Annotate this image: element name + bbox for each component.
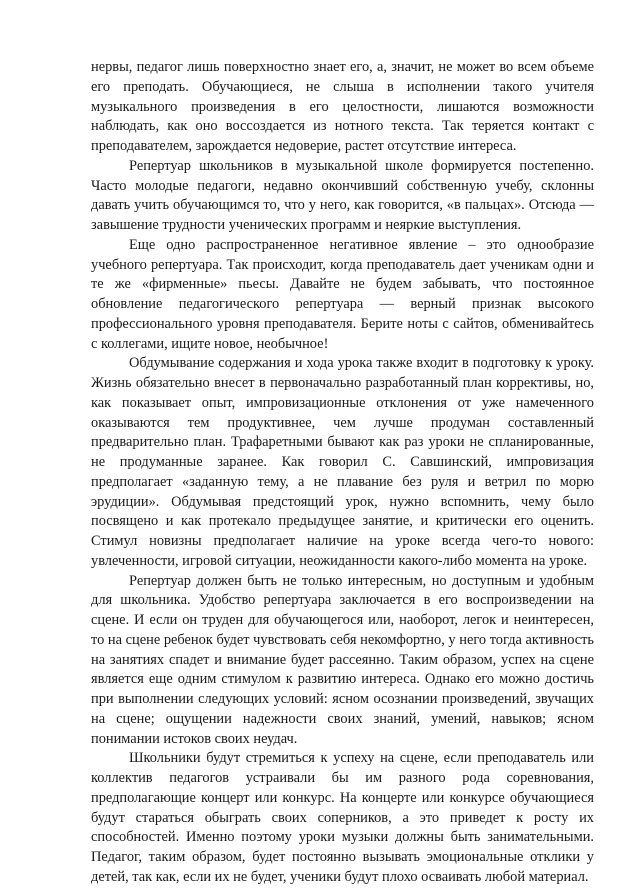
paragraph-1: нервы, педагог лишь поверхностно знает его, а, значит, не может во всем объеме его преподать. Обучающиеся, не слыша в исполнении такого учителя музыкального произведения в его целостности, лишаются возможности наблюдать, как оно воссоздается из нотного текста. Так теряется контакт с преподавателем, зарождается недоверие, растет отсутствие интереса. <box>91 59 594 154</box>
paragraph-4: Обдумывание содержания и хода урока также входит в подготовку к уроку. Жизнь обязательно внесет в первоначально разработанный план коррективы, но, как показывает опыт, импровизационные отклонения от уже намеченного оказываются тем продуктивнее, чем лучше продуман составленный предварительно план. Трафаретными бывают как раз уроки не спланированные, не продуманные заранее. Как говорил С. Савшинский, импровизация предполагает «заданную тему, а не плавание без руля и ветрил по морю эрудиции». Обдумывая предстоящий урок, нужно вспомнить, чему было посвящено и как протекало предыдущее занятие, и критически его оценить. Стимул новизны предполагает наличие на уроке всегда чего-то нового: увлеченности, игровой ситуации, неожиданности какого-либо момента на уроке. <box>91 355 594 569</box>
paragraph-3: Еще одно распространенное негативное явление – это однообразие учебного репертуара. Так происходит, когда преподаватель дает ученикам одни и те же «фирменные» пьесы. Давайте не будем забывать, что постоянное обновление педагогического репертуара — верный признак высокого профессионального уровня преподавателя. Берите ноты с сайтов, обменивайтесь с коллегами, ищите новое, необычное! <box>91 236 594 352</box>
body-text <box>91 58 594 888</box>
paragraph-2: Репертуар школьников в музыкальной школе формируется постепенно. Часто молодые педагоги, недавно окончивший собственную учебу, склонны давать учить обучающимся то, что у него, как говорится, «в пальцах». Отсюда — завышение трудности ученических программ и неяркие выступления. <box>91 157 594 233</box>
paragraph-5: Репертуар должен быть не только интересным, но доступным и удобным для школьника. Удобство репертуара заключается в его воспроизведении на сцене. И если он труден для обучающегося или, наоборот, легок и неинтересен, то на сцене ребенок будет чувствовать себя некомфортно, у него тогда активность на занятиях спадет и внимание будет рассеянно. Таким образом, успех на сцене является еще одним стимулом к развитию интереса. Однако его можно достичь при выполнении следующих условий: ясном осознании произведений, звучащих на сцене; ощущении надежности своих знаний, умений, навыков; ясном понимании истоков своих неудач. <box>91 572 594 747</box>
paragraph-6: Школьники будут стремиться к успеху на сцене, если преподаватель или коллектив педагогов устраивали бы им разного рода соревнования, предполагающие концерт или конкурс. На концерте или конкурсе обучающиеся будут стараться обыграть своих соперников, а это приведет к росту их способностей. Именно поэтому уроки музыки должны быть занимательными. Педагог, таким образом, будет постоянно вызывать эмоциональные отклики у детей, так как, если их не будет, ученики будут плохо осваивать любой материал. <box>91 750 594 885</box>
